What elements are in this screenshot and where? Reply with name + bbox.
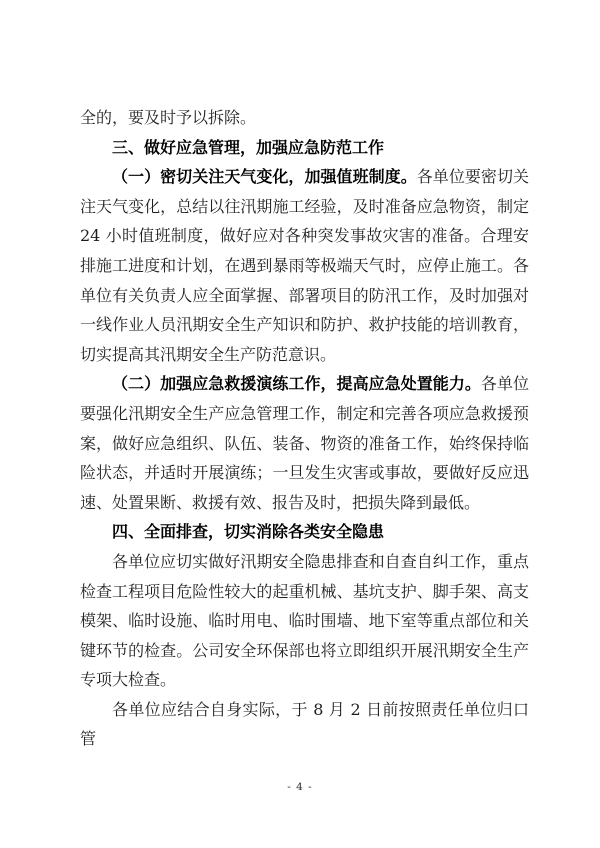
section-heading-3: 三、做好应急管理，加强应急防范工作 [112,137,385,157]
section-heading-4: 四、全面排查，切实消除各类安全隐患 [112,522,385,542]
paragraph-continuation: 全的，要及时予以拆除。 [80,108,257,127]
paragraph-4 [80,695,529,754]
paragraph-3-body: 各单位应切实做好汛期安全隐患排查和自查自纠工作，重点检查工程项目危险性较大的起重机械、基坑支护、脚手架、高支模架、临时设施、临时用电、临时围墙、地下室等重点部位和关键环节的检查。公司安全环保部也将立即组织开展汛期安全生产专项大检查。 [80,551,529,690]
paragraph-1-body: 各单位要密切关注天气变化，总结以往汛期施工经验，及时准备应急物资，制定 24 小时值班制度，做好应对各种突发事故灾害的准备。合理安排施工进度和计划，在遇到暴雨等极端天气时，应停止施工。各单位有关负责人应全面掌握、部署项目的防汛工作，及时加强对一线作业人员汛期安全生产知识和防护、救护技能的培训教育，切实提高其汛期安全生产防范意识。 [80,167,529,364]
paragraph-4-body: 各单位应结合自身实际，于 8 月 2 日前按照责任单位归口管 [80,699,529,749]
page-number: - 4 - [287,781,313,793]
paragraph-2-body: 各单位要强化汛期安全生产应急管理工作，制定和完善各项应急救援预案，做好应急组织、队伍、装备、物资的准备工作，始终保持临险状态，并适时开展演练；一旦发生灾害或事故，要做好反应迅速、处置果断、救援有效、报告及时，把损失降到最低。 [80,374,529,512]
paragraph-2-lead: （二）加强应急救援演练工作，提高应急处置能力。 [112,374,481,394]
paragraph-1-lead: （一）密切关注天气变化，加强值班制度。 [112,167,417,187]
paragraph-3 [80,547,529,695]
document-body [80,103,529,754]
paragraph-2 [80,369,529,517]
paragraph-1 [80,162,529,369]
